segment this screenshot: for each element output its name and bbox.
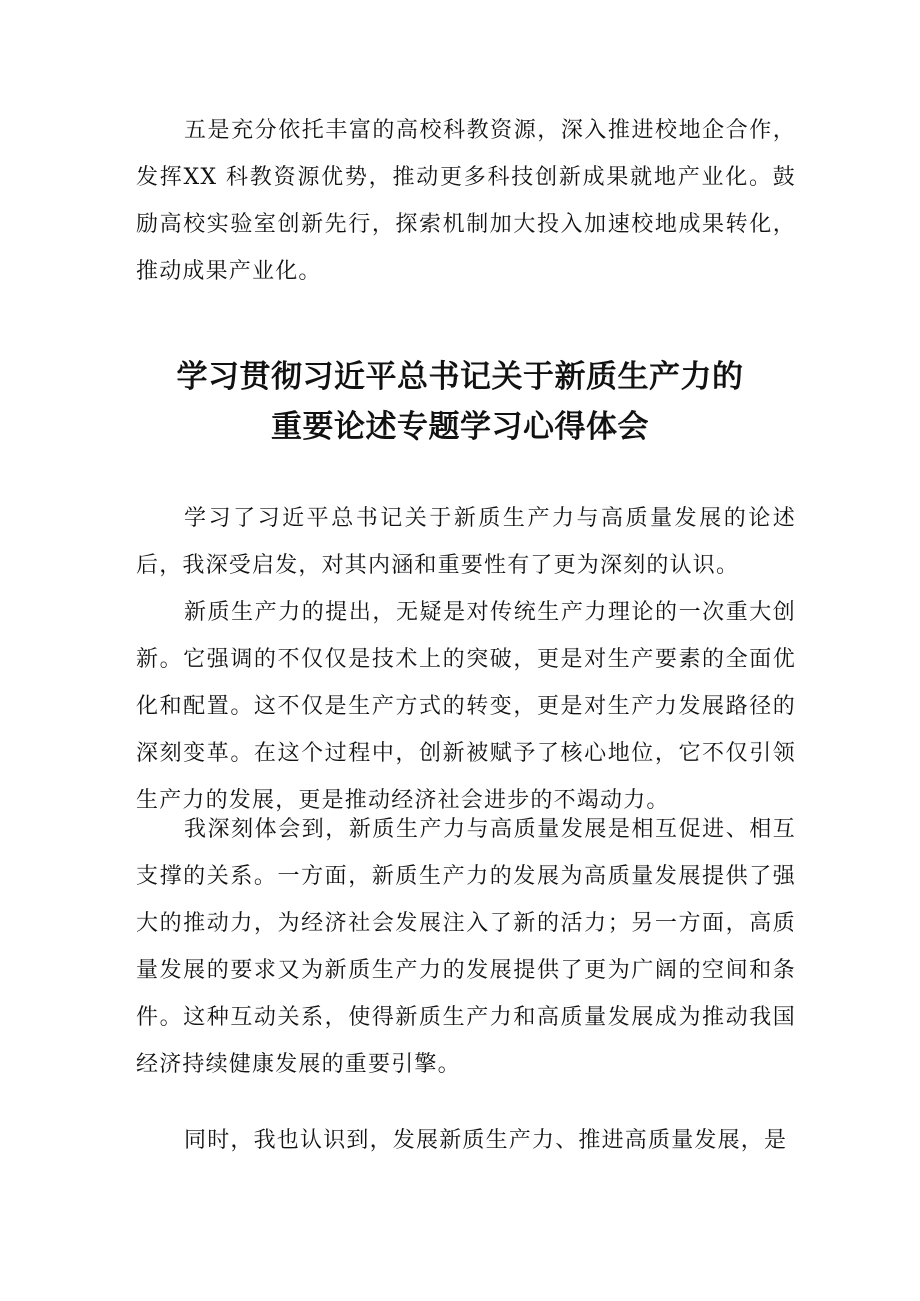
title-line-1: 学习贯彻习近平总书记关于新质生产力的 <box>176 359 744 395</box>
paragraph-3: 我深刻体会到，新质生产力与高质量发展是相互促进、相互支撑的关系。一方面，新质生产力的发展为高质量发展提供了强大的推动力，为经济社会发展注入了新的活力；另一方面，高质量发展的要求又为新质生产力的发展提供了更为广阔的空间和条件。这种互动关系，使得新质生产力和高质量发展成为推动我国经济持续健康发展的重要引擎。 <box>136 817 796 1077</box>
paragraph-4: 同时，我也认识到，发展新质生产力、推进高质量发展，是 <box>184 1128 788 1153</box>
title-line-2: 重要论述专题学习心得体会 <box>271 409 649 445</box>
paragraph-1: 学习了习近平总书记关于新质生产力与高质量发展的论述后，我深受启发，对其内涵和重要性有了更为深刻的认识。 <box>136 506 796 578</box>
paragraph-2: 新质生产力的提出，无疑是对传统生产力理论的一次重大创新。它强调的不仅仅是技术上的突破，更是对生产要素的全面优化和配置。这不仅是生产方式的转变，更是对生产力发展路径的深刻变革。在这个过程中，创新被赋予了核心地位，它不仅引领生产力的发展，更是推动经济社会进步的不竭动力。 <box>136 600 796 813</box>
document-title <box>100 352 820 452</box>
intro-paragraph: 五是充分依托丰富的高校科教资源，深入推进校地企合作，发挥XX 科教资源优势，推动更多科技创新成果就地产业化。鼓励高校实验室创新先行，探索机制加大投入加速校地成果转化，推动成果产业化。 <box>136 118 796 284</box>
